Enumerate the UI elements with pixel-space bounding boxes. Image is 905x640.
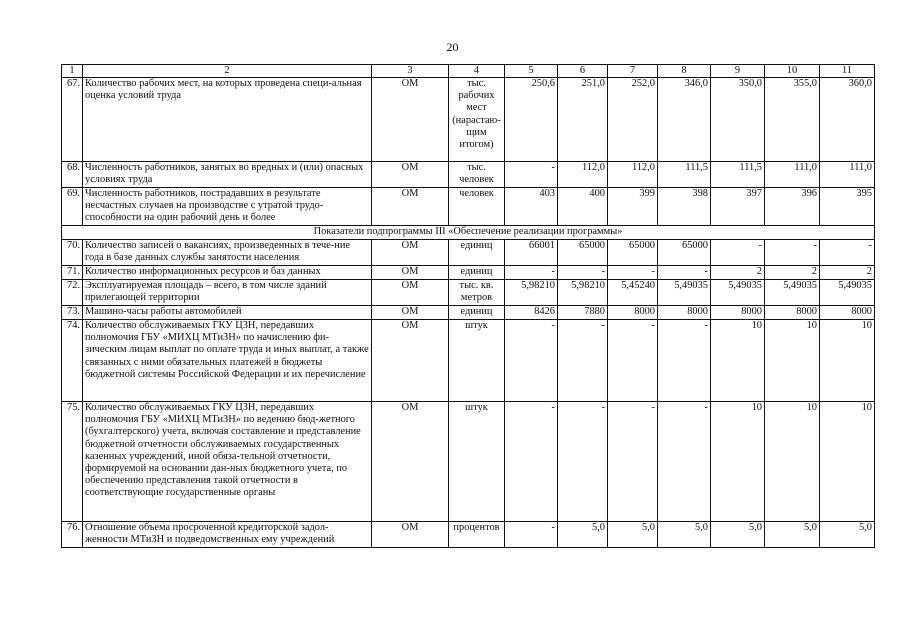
indicator-unit: штук xyxy=(449,320,505,402)
indicator-value: 5,0 xyxy=(711,522,765,548)
indicator-value: 10 xyxy=(711,402,765,522)
column-number-header: 5 xyxy=(505,65,558,78)
indicator-value: 252,0 xyxy=(608,78,658,162)
indicator-source: ОМ xyxy=(372,280,449,306)
indicator-value: 5,98210 xyxy=(505,280,558,306)
indicator-value: - xyxy=(505,162,558,188)
indicator-value: 5,49035 xyxy=(658,280,711,306)
indicator-value: 250,6 xyxy=(505,78,558,162)
indicator-source: ОМ xyxy=(372,188,449,226)
indicator-value: - xyxy=(658,320,711,402)
table-header-row xyxy=(62,65,875,78)
column-number-header: 8 xyxy=(658,65,711,78)
indicator-unit: тыс. рабочих мест (нарастаю-щим итогом) xyxy=(449,78,505,162)
indicator-name: Численность работников, пострадавших в результате несчастных случаев на производстве с утратой трудо-способности на один рабочий день и более xyxy=(83,188,372,226)
column-number-header: 6 xyxy=(558,65,608,78)
indicator-value: 400 xyxy=(558,188,608,226)
column-number-header: 3 xyxy=(372,65,449,78)
indicator-value: - xyxy=(711,240,765,266)
indicator-value: 10 xyxy=(820,320,875,402)
page-number: 20 xyxy=(446,40,459,54)
indicator-source: ОМ xyxy=(372,402,449,522)
indicator-unit: процентов xyxy=(449,522,505,548)
table-row xyxy=(62,402,875,522)
indicator-name: Количество записей о вакансиях, произведенных в тече-ние года в базе данных службы занятости населения xyxy=(83,240,372,266)
indicator-value: 111,5 xyxy=(711,162,765,188)
indicator-value: - xyxy=(765,240,820,266)
indicator-unit: штук xyxy=(449,402,505,522)
row-number: 69. xyxy=(62,188,83,226)
indicator-value: 65000 xyxy=(658,240,711,266)
indicator-source: ОМ xyxy=(372,78,449,162)
indicator-unit: тыс. кв. метров xyxy=(449,280,505,306)
row-number: 70. xyxy=(62,240,83,266)
indicator-value: 8426 xyxy=(505,306,558,320)
indicator-value: 5,49035 xyxy=(711,280,765,306)
indicator-value: 399 xyxy=(608,188,658,226)
table-row xyxy=(62,280,875,306)
indicator-value: 5,49035 xyxy=(765,280,820,306)
table-row xyxy=(62,522,875,548)
indicator-value: 111,0 xyxy=(820,162,875,188)
table-row xyxy=(62,162,875,188)
section-title: Показатели подпрограммы III «Обеспечение реализации программы» xyxy=(62,226,875,240)
indicator-value: 355,0 xyxy=(765,78,820,162)
row-number: 68. xyxy=(62,162,83,188)
indicator-name: Эксплуатируемая площадь – всего, в том числе зданий прилегающей территории xyxy=(83,280,372,306)
row-number: 67. xyxy=(62,78,83,162)
indicator-value: 112,0 xyxy=(558,162,608,188)
indicator-value: 65000 xyxy=(608,240,658,266)
row-number: 72. xyxy=(62,280,83,306)
indicator-name: Количество обслуживаемых ГКУ ЦЗН, передавших полномочия ГБУ «МИХЦ МТиЗН» по начислению фи-зическим лицам выплат по оплате труда и иных выплат, а также связанных с ними обязательных платежей в бюджеты бюджетной системы Российской Федерации и их перечисление xyxy=(83,320,372,402)
indicator-name: Количество обслуживаемых ГКУ ЦЗН, передавших полномочия ГБУ «МИХЦ МТиЗН» по ведению бюд-жетного (бухгалтерского) учета, включая составление и представление бюджетной отчетности обслуживаемых государственных казенных учреждений, иной обяза-тельной отчетности, формируемой на основании дан-ных бюджетного учета, по обеспечению представления такой отчетности в соответствующие государственные органы xyxy=(83,402,372,522)
indicator-value: - xyxy=(505,320,558,402)
indicator-value: 5,98210 xyxy=(558,280,608,306)
indicator-value: 346,0 xyxy=(658,78,711,162)
indicator-value: 360,0 xyxy=(820,78,875,162)
indicator-value: 8000 xyxy=(608,306,658,320)
indicator-name: Количество рабочих мест, на которых проведена специ-альная оценка условий труда xyxy=(83,78,372,162)
indicator-value: 5,0 xyxy=(608,522,658,548)
indicator-source: ОМ xyxy=(372,162,449,188)
indicator-value: - xyxy=(505,522,558,548)
indicator-value: 5,0 xyxy=(658,522,711,548)
indicator-value: - xyxy=(608,320,658,402)
indicator-value: 10 xyxy=(820,402,875,522)
indicator-value: 7880 xyxy=(558,306,608,320)
indicator-value: 2 xyxy=(820,266,875,280)
indicator-value: 251,0 xyxy=(558,78,608,162)
column-number-header: 11 xyxy=(820,65,875,78)
indicator-value: 10 xyxy=(711,320,765,402)
indicator-value: 8000 xyxy=(658,306,711,320)
indicator-value: 395 xyxy=(820,188,875,226)
table-row xyxy=(62,240,875,266)
indicator-value: 10 xyxy=(765,402,820,522)
indicator-value: 396 xyxy=(765,188,820,226)
indicator-source: ОМ xyxy=(372,522,449,548)
indicator-value: 5,45240 xyxy=(608,280,658,306)
indicator-name: Количество информационных ресурсов и баз данных xyxy=(83,266,372,280)
row-number: 75. xyxy=(62,402,83,522)
indicator-name: Отношение объема просроченной кредиторской задол-женности МТиЗН и подведомственных ему учреждений xyxy=(83,522,372,548)
row-number: 71. xyxy=(62,266,83,280)
indicator-name: Машино-часы работы автомобилей xyxy=(83,306,372,320)
indicator-value: 112,0 xyxy=(608,162,658,188)
table-row xyxy=(62,320,875,402)
table-row xyxy=(62,188,875,226)
indicator-value: 397 xyxy=(711,188,765,226)
indicator-value: - xyxy=(820,240,875,266)
indicator-unit: единиц xyxy=(449,266,505,280)
column-number-header: 7 xyxy=(608,65,658,78)
indicator-value: 5,0 xyxy=(558,522,608,548)
table-row xyxy=(62,266,875,280)
indicator-value: 8000 xyxy=(820,306,875,320)
indicator-value: 111,5 xyxy=(658,162,711,188)
indicator-value: - xyxy=(505,402,558,522)
indicator-value: 66001 xyxy=(505,240,558,266)
indicator-value: 2 xyxy=(711,266,765,280)
indicator-unit: единиц xyxy=(449,306,505,320)
indicators-table xyxy=(61,64,875,548)
indicator-value: 5,0 xyxy=(765,522,820,548)
indicator-source: ОМ xyxy=(372,240,449,266)
row-number: 74. xyxy=(62,320,83,402)
column-number-header: 2 xyxy=(83,65,372,78)
indicator-source: ОМ xyxy=(372,320,449,402)
column-number-header: 4 xyxy=(449,65,505,78)
indicator-value: - xyxy=(558,266,608,280)
indicator-value: 5,49035 xyxy=(820,280,875,306)
column-number-header: 10 xyxy=(765,65,820,78)
indicator-source: ОМ xyxy=(372,306,449,320)
indicator-value: 10 xyxy=(765,320,820,402)
indicator-value: 65000 xyxy=(558,240,608,266)
row-number: 73. xyxy=(62,306,83,320)
indicator-value: 398 xyxy=(658,188,711,226)
indicator-unit: человек xyxy=(449,188,505,226)
table-row xyxy=(62,78,875,162)
row-number: 76. xyxy=(62,522,83,548)
indicator-name: Численность работников, занятых во вредных и (или) опасных условиях труда xyxy=(83,162,372,188)
table-row xyxy=(62,306,875,320)
indicator-value: - xyxy=(658,266,711,280)
indicator-value: 5,0 xyxy=(820,522,875,548)
indicator-value: 403 xyxy=(505,188,558,226)
indicator-value: - xyxy=(558,320,608,402)
column-number-header: 9 xyxy=(711,65,765,78)
column-number-header: 1 xyxy=(62,65,83,78)
indicator-value: - xyxy=(658,402,711,522)
indicator-value: - xyxy=(608,402,658,522)
indicator-value: 2 xyxy=(765,266,820,280)
indicator-value: - xyxy=(505,266,558,280)
indicator-unit: тыс. человек xyxy=(449,162,505,188)
indicator-value: 8000 xyxy=(765,306,820,320)
indicator-value: 111,0 xyxy=(765,162,820,188)
indicator-unit: единиц xyxy=(449,240,505,266)
indicator-value: 8000 xyxy=(711,306,765,320)
section-header-row xyxy=(62,226,875,240)
indicator-value: - xyxy=(608,266,658,280)
indicator-value: - xyxy=(558,402,608,522)
indicator-value: 350,0 xyxy=(711,78,765,162)
indicator-source: ОМ xyxy=(372,266,449,280)
